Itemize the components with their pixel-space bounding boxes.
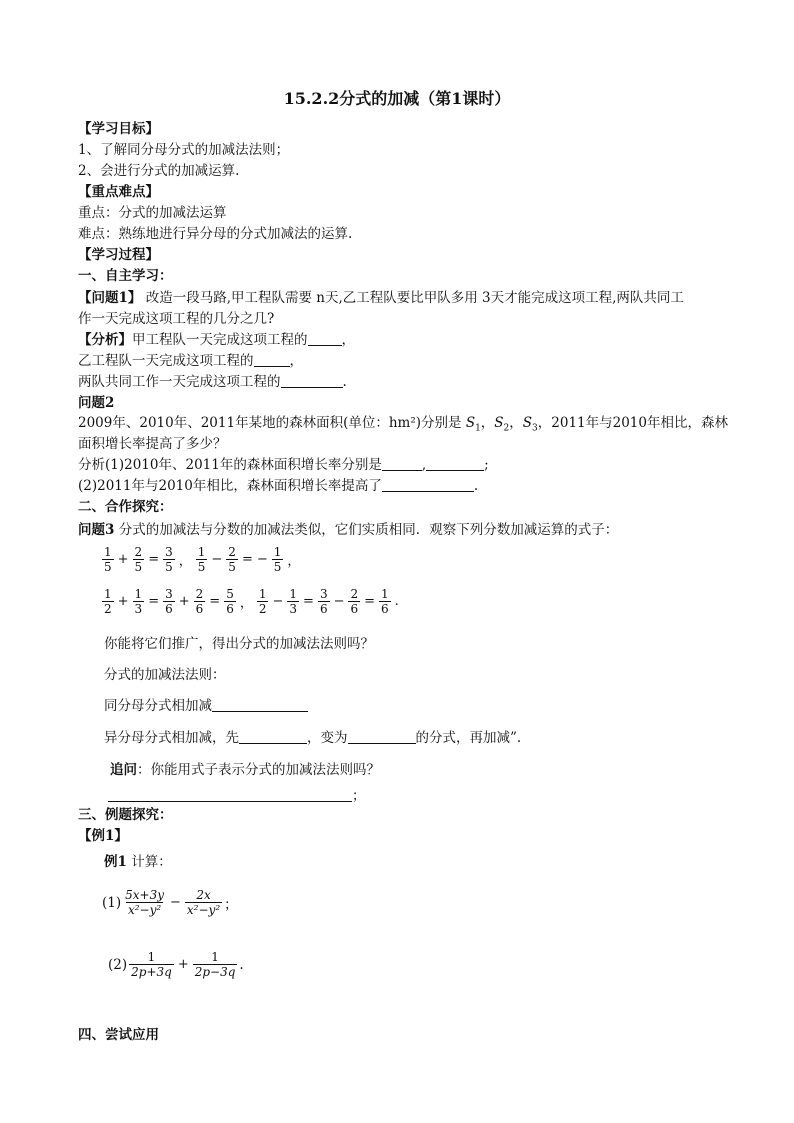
process-heading: 【学习过程】: [78, 247, 159, 263]
question2-line2: 面积增长率提高了多少？: [78, 436, 227, 452]
punct: ，: [287, 554, 301, 569]
fraction: $\frac{1}{3}$: [289, 587, 298, 616]
fraction: $\frac{3}{5}$: [165, 545, 173, 574]
answer-blank[interactable]: [426, 456, 484, 471]
question3-text: 分式的加减法与分数的加减法类似，它们实质相同．观察下列分数加减运算的式子：: [114, 522, 619, 538]
punct: ；: [224, 896, 238, 913]
rule-same-denominator: [104, 696, 308, 716]
answer-blank[interactable]: [382, 477, 474, 492]
plus-sign: +: [117, 594, 129, 609]
question3-label: 问题3: [78, 522, 115, 538]
answer-blank[interactable]: [254, 352, 290, 367]
answer-blank[interactable]: [212, 697, 308, 712]
plus-sign: +: [117, 552, 129, 567]
example-label: 【例1】: [78, 828, 128, 844]
analysis3-text: 两队共同工作一天完成这项工程的: [78, 374, 281, 390]
punct: .: [394, 594, 399, 609]
example-problem-1: [102, 888, 238, 917]
question3: [78, 520, 618, 540]
symbol-s3: S: [522, 415, 533, 431]
goal-item: 2、会进行分式的加减运算.: [78, 163, 240, 179]
rule-diff-text: ，变为: [307, 730, 348, 746]
fraction: $\frac{5x+3y}{\text{x²−y²}}$: [125, 888, 164, 917]
fraction: $\frac{1}{6}$: [381, 587, 389, 616]
section1-heading: 一、自主学习：: [78, 268, 173, 284]
follow-up-label: 追问: [110, 762, 137, 778]
focus-text: 重点：分式的加减法运算: [78, 205, 227, 221]
problem-number: (2): [108, 956, 128, 973]
question2-answer1: [78, 455, 489, 475]
question2-text: 2009年、2010年、2011年某地的森林面积(单位：hm²)分别是: [78, 415, 466, 431]
question1-cont: 作一天完成这项工程的几分之几?: [78, 311, 275, 327]
minus-sign: −: [256, 552, 268, 567]
punct: .: [473, 478, 479, 494]
punct: ;: [484, 457, 489, 473]
rule-same-text: 同分母分式相加减: [104, 698, 212, 714]
equals-sign: =: [148, 552, 160, 567]
subscript: 2: [503, 423, 510, 434]
page-title: 15.2.2分式的加减（第1课时）: [283, 89, 511, 108]
problem-number: (1): [102, 894, 122, 911]
fraction: $\frac{1}{3}$: [134, 587, 143, 616]
symbol-s1: S: [465, 415, 476, 431]
rule-label: 分式的加减法法则：: [104, 667, 226, 683]
follow-up-answer: [108, 786, 366, 806]
punct: ，: [480, 415, 495, 431]
equals-sign: =: [364, 594, 376, 609]
minus-sign: −: [272, 594, 284, 609]
fraction: $\frac{1}{2p+3q}$: [131, 950, 172, 979]
minus-sign: −: [211, 552, 223, 567]
rule-diff-denominator: [104, 728, 521, 748]
question1-text: 改造一段马路,甲工程队需要 n天,乙工程队要比甲队多用 3天才能完成这项工程,两队共同工: [141, 290, 684, 306]
punct: ，: [341, 332, 355, 348]
analysis-label: 【分析】: [78, 332, 132, 348]
punct: ，: [239, 596, 253, 611]
question2-answer2: [78, 476, 478, 496]
rule-diff-text: 的分式，再加减”.: [415, 730, 522, 746]
punct: ，: [178, 554, 192, 569]
follow-up-text: ：你能用式子表示分式的加减法法则吗？: [137, 762, 380, 778]
punct: ，: [289, 353, 303, 369]
fraction: $\frac{2}{6}$: [195, 587, 204, 616]
fraction: $\frac{2}{5}$: [134, 545, 143, 574]
fraction: $\frac{2}{6}$: [350, 587, 359, 616]
answer-blank[interactable]: [382, 456, 422, 471]
difficulty-text: 难点：熟练地进行异分母的分式加减法的运算.: [78, 226, 353, 242]
punct: ；: [352, 788, 366, 804]
answer-blank[interactable]: [281, 373, 343, 388]
section3-heading: 三、例题探究：: [78, 807, 173, 823]
answer1-text: 分析(1)2010年、2011年的森林面积增长率分别是: [78, 457, 382, 473]
answer-blank[interactable]: [308, 331, 342, 346]
example-title-text: 计算：: [126, 854, 172, 870]
analysis-line2: [78, 351, 303, 371]
generalize-question: 你能将它们推广，得出分式的加减法法则吗？: [104, 636, 374, 652]
fraction-row-2: [100, 587, 401, 616]
question1: [78, 288, 684, 308]
minus-sign: −: [333, 594, 345, 609]
fraction: $\frac{1}{5}$: [104, 545, 112, 574]
fraction: $\frac{2x}{\text{x²−y²}}$: [186, 888, 221, 917]
section4-heading: 四、尝试应用: [78, 1027, 159, 1043]
analysis2-text: 乙工程队一天完成这项工程的: [78, 353, 254, 369]
subscript: 1: [475, 423, 481, 434]
question1-label: 【问题1】: [78, 290, 142, 306]
analysis-line3: [78, 372, 347, 392]
question2-text: ，2011年与2010年相比，森林: [537, 415, 728, 431]
equals-sign: =: [241, 552, 253, 567]
fraction: $\frac{1}{2}$: [258, 587, 267, 616]
fraction: $\frac{2}{5}$: [228, 545, 236, 574]
fraction: $\frac{3}{6}$: [165, 587, 173, 616]
fraction: $\frac{3}{6}$: [319, 587, 328, 616]
punct: .: [342, 374, 347, 390]
fraction-row-1: [100, 545, 302, 574]
equals-sign: =: [148, 594, 160, 609]
analysis1-text: 甲工程队一天完成这项工程的: [132, 332, 308, 348]
answer-blank[interactable]: [239, 729, 307, 744]
subscript: 3: [532, 423, 538, 434]
keypoints-heading: 【重点难点】: [78, 184, 159, 200]
answer-blank[interactable]: [348, 729, 416, 744]
equals-sign: =: [209, 594, 221, 609]
example-title: [104, 852, 172, 872]
section2-heading: 二、合作探究：: [78, 499, 173, 515]
punct: ，: [509, 415, 523, 431]
fraction: $\frac{5}{6}$: [226, 587, 234, 616]
answer2-text: (2)2011年与2010年相比，森林面积增长率提高了: [78, 478, 382, 494]
equals-sign: =: [303, 594, 314, 609]
minus-sign: −: [170, 895, 181, 910]
fraction: $\frac{1}{2}$: [104, 587, 112, 616]
answer-blank[interactable]: [108, 787, 352, 802]
goal-item: 1、了解同分母分式的加减法法则；: [78, 142, 290, 158]
goals-heading: 【学习目标】: [78, 121, 159, 137]
punct: .: [239, 956, 244, 973]
fraction: $\frac{1}{5}$: [273, 545, 282, 574]
example-title-label: 例1: [104, 854, 127, 870]
fraction: $\frac{1}{2p-3q}$: [194, 950, 236, 979]
symbol-s2: S: [494, 415, 504, 431]
plus-sign: +: [177, 957, 189, 972]
rule-diff-text: 异分母分式相加减，先: [104, 730, 239, 746]
fraction: $\frac{1}{5}$: [197, 545, 206, 574]
analysis-line1: [78, 330, 355, 350]
follow-up: [110, 760, 380, 780]
question2-label: 问题2: [78, 395, 115, 411]
plus-sign: +: [178, 594, 190, 609]
example-problem-2: [108, 950, 244, 979]
punct: ,: [421, 457, 427, 473]
